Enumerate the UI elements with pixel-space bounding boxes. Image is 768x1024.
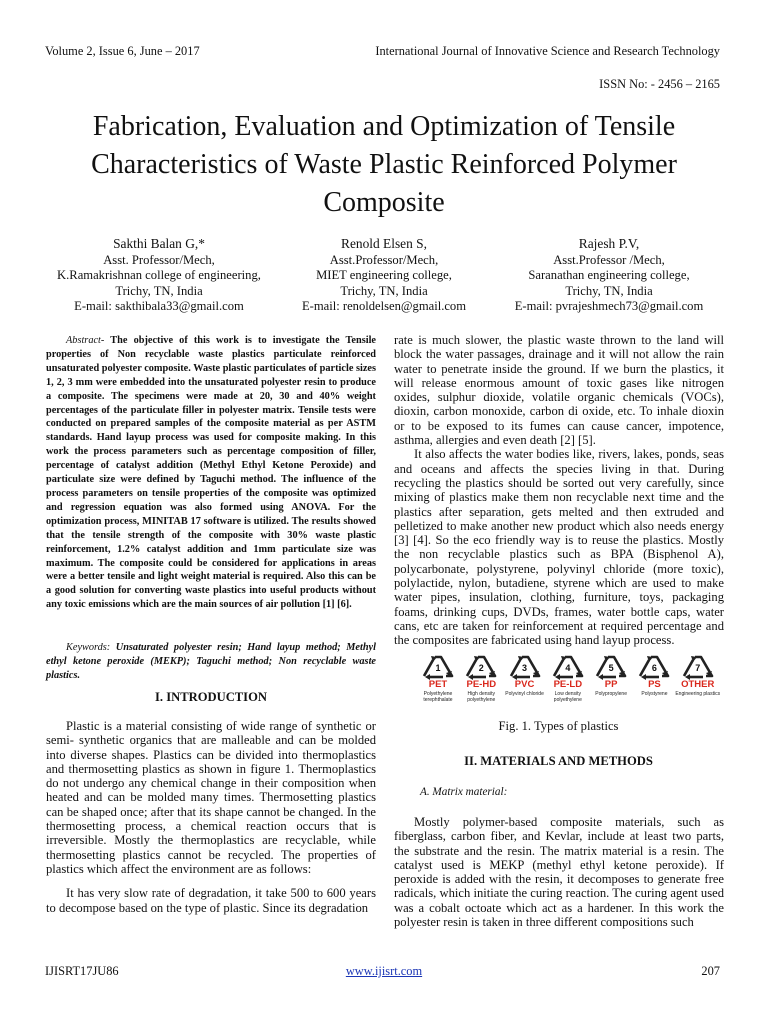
section-heading-introduction: I. INTRODUCTION	[155, 690, 267, 704]
plastic-full-name: Low density polyethylene	[553, 691, 582, 703]
resin-code-number: 4	[565, 663, 571, 673]
resin-code-number: 3	[522, 663, 528, 673]
title-line: Fabrication, Evaluation and Optimization of Tensile	[92, 111, 676, 142]
subsection-heading: A. Matrix material:	[420, 786, 508, 798]
author-location: Trichy, TN, India	[115, 283, 203, 298]
plastic-type-2	[461, 654, 501, 708]
author-location: Trichy, TN, India	[565, 283, 653, 298]
materials-paragraph	[394, 815, 724, 929]
author-block	[40, 236, 278, 314]
author-name: Sakthi Balan G,*	[113, 236, 205, 251]
page-number: 207	[701, 964, 720, 978]
issn: ISSN No: - 2456 – 2165	[599, 77, 720, 91]
plastic-type-6	[634, 654, 674, 708]
plastic-full-name: Polyethylene terephthalate	[423, 691, 453, 703]
plastic-type-3	[505, 654, 545, 708]
paragraph: It also affects the water bodies like, rivers, lakes, ponds, seas and oceans and affects the species living in that. During recycling the plastics should be sorted out very carefully, since mixing of plastics make them non recyclable next time and the plastics after separation, gets melted and then extruded and pelletized to make another new product which also needs energy [3] [4]. So the eco friendly way is to reuse the plastics. Mostly the non recyclable plastics such as BPA (Bisphenol A), polycarbonate, polystyrene, polyvinyl chloride (more toxic), polylactide, nylon, butadiene, styrene which are used to make water pipes, insulation, clothing, furniture, toys, packaging foams, drinking cups, DVDs, frames, water bottle caps, water cans, etc are taken for reinforcement at required percentage and the composites are fabricated using hand layup process.	[394, 447, 724, 648]
plastic-type-7	[675, 654, 721, 708]
right-column-text	[394, 333, 724, 648]
introduction-paragraph	[46, 719, 376, 915]
resin-code-number: 6	[651, 663, 657, 673]
plastic-full-name: Polystyrene	[641, 691, 668, 697]
keywords	[46, 641, 376, 683]
paragraph: It has very slow rate of degradation, it take 500 to 600 years to decompose based on the type of plastic. Since its degradation	[46, 886, 376, 915]
plastic-type-4	[548, 654, 588, 708]
resin-code-number: 7	[695, 663, 701, 673]
title-line: Characteristics of Waste Plastic Reinforced Polymer	[91, 149, 677, 180]
resin-code-number: 1	[435, 663, 441, 673]
journal-name: International Journal of Innovative Science and Research Technology	[375, 44, 720, 58]
keywords-label: Keywords:	[66, 642, 111, 653]
paper-id: IJISRT17JU86	[45, 964, 119, 978]
plastic-abbreviation: PP	[604, 679, 618, 690]
author-institution: K.Ramakrishnan college of engineering,	[57, 268, 261, 283]
figure-caption: Fig. 1. Types of plastics	[498, 719, 619, 733]
author-institution: Saranathan engineering college,	[528, 268, 690, 283]
paper-title	[40, 108, 728, 222]
journal-website-link[interactable]	[0, 964, 768, 979]
author-name: Rajesh P.V,	[578, 236, 640, 251]
paragraph: rate is much slower, the plastic waste thrown to the land will block the water passages, drainage and it will not allow the rain water to penetrate inside the ground. If we burn the plastics, it will release enormous amount of toxic gases like nitrogen oxides, sulphur dioxide, volatile organic chemicals (VOCs), dioxin, carbon monoxide, carbon di oxide, etc. To inhale dioxin or to be exposed to its fumes can cause cancer, impotence, asthma, allergies and even death [2] [5].	[394, 333, 724, 448]
plastic-abbreviation: PE-LD	[553, 679, 583, 690]
plastic-type-1	[418, 654, 458, 708]
author-block	[490, 236, 728, 314]
paragraph: Plastic is a material consisting of wide range of synthetic or semi- synthetic organics that are malleable and can be molded into diverse shapes. Plastics can be divided into thermoplastics and thermosetting plastics as shown in figure 1. Thermoplastics do not undergo any chemical change in their composition when heated and can be molded many times. Thermosetting plastics can be shaped once; after that its shape cannot be changed. In the thermosetting process, a chemical reaction occurs that is irreversible. Mostly the thermoplastics are recyclable, while thermosetting plastics cannot be recycled. The properties of plastics which affect the environment are as follows:	[46, 719, 376, 876]
plastic-abbreviation: PE-HD	[466, 679, 497, 690]
plastic-abbreviation: PVC	[514, 679, 535, 690]
author-role: Asst.Professor /Mech,	[553, 253, 665, 268]
paragraph: Mostly polymer-based composite materials, such as fiberglass, carbon fiber, and Kevlar, include at least two parts, the substrate and the resin. The matrix material is a resin. The catalyst used is MEKP (methyl ethyl ketone peroxide). If peroxide is added with the resin, it decomposes to generate free radicals, which initiate the curing reaction. The curing agent used was a cobalt octoate which act as a hardener. In this work the polyester resin is taken in three different compositions such	[394, 815, 724, 930]
plastic-full-name: Engineering plastics	[675, 691, 721, 697]
plastic-types-figure	[416, 654, 721, 708]
author-institution: MIET engineering college,	[316, 268, 452, 283]
plastic-full-name: High density polyethylene	[467, 691, 496, 703]
keywords-text: Unsaturated polyester resin; Hand layup method; Methyl ethyl ketone peroxide (MEKP); Taguchi method; Non recyclable waste plastics.	[46, 642, 376, 681]
author-role: Asst. Professor/Mech,	[103, 253, 215, 268]
section-heading-materials: II. MATERIALS AND METHODS	[464, 754, 653, 768]
journal-volume: Volume 2, Issue 6, June – 2017	[45, 44, 200, 58]
resin-code-number: 2	[478, 663, 484, 673]
plastic-type-5	[591, 654, 631, 708]
abstract-label: Abstract-	[66, 335, 105, 346]
plastic-full-name: Polyvinyl chloride	[505, 691, 544, 697]
author-location: Trichy, TN, India	[340, 283, 428, 298]
author-email: E-mail: renoldelsen@gmail.com	[301, 298, 467, 313]
resin-code-number: 5	[608, 663, 614, 673]
abstract-text: The objective of this work is to investigate the Tensile properties of Non recyclable waste plastics particulate reinforced unsaturated polyester composite. Waste plastic particulates of particle sizes 1, 2, 3 mm were embedded into the unsaturated polyester resin to produce a composite. The specimens were made at 20, 30 and 40% weight percentages of the particulate filler in polyester matrix. Tensile tests were conducted on prepared samples of the composite material as per ASTM standards. Hand layup process was used for composite making. In this work the process parameters such as percentage composition of filler, percentage of catalyst addition (Methyl Ethyl Ketone Peroxide) and particulate size were defined by Taguchi method. The influence of the process parameters on tensile properties of the composite was optimized and regression equation was also formed using ANOVA. For the optimization process, MINITAB 17 software is utilized. The results showed that the tensile strength of the composite with 30% waste plastic reinforcement, 1.2% catalyst addition and 1mm particulate size was maximum. The composite could be considered for applications in areas were a better tensile and light weight material is required. Also this can be a good solution for converting waste plastics into useful products without any toxic emissions which are the main sources of air pollution [1] [6].	[46, 335, 376, 611]
author-name: Renold Elsen S,	[341, 236, 427, 251]
plastic-full-name: Polypropylene	[595, 691, 627, 697]
author-block	[278, 236, 490, 314]
plastic-abbreviation: PET	[428, 679, 448, 690]
abstract	[46, 334, 376, 612]
journal-website-link-text[interactable]: www.ijisrt.com	[345, 964, 423, 978]
title-line: Composite	[323, 187, 445, 218]
author-role: Asst.Professor/Mech,	[329, 253, 439, 268]
author-email: E-mail: pvrajeshmech73@gmail.com	[514, 298, 704, 313]
plastic-abbreviation: PS	[648, 679, 661, 690]
author-email: E-mail: sakthibala33@gmail.com	[74, 298, 244, 313]
plastic-abbreviation: OTHER	[681, 679, 715, 690]
